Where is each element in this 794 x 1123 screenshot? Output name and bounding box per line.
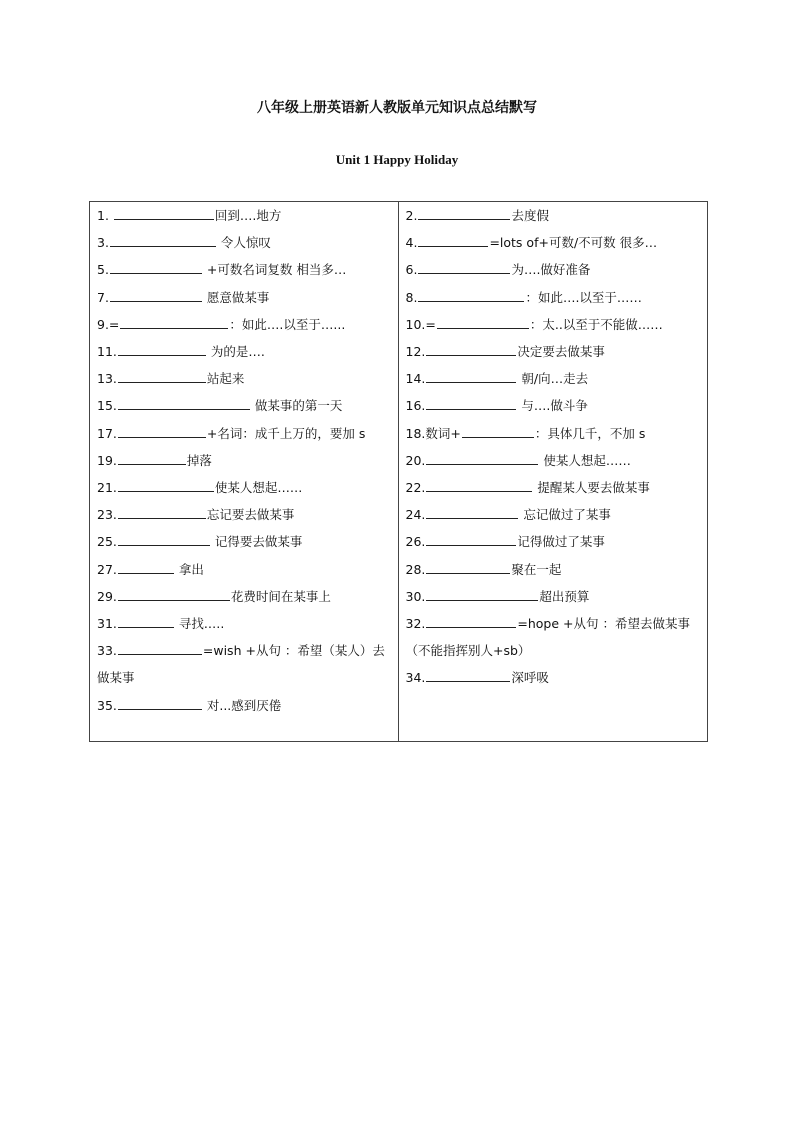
item-number: 23. [97, 507, 117, 523]
exercise-item [97, 501, 398, 528]
item-number: 27. [97, 561, 117, 577]
item-hint: 提醒某人要去做某事 [533, 480, 650, 496]
worksheet-table [89, 201, 708, 742]
item-number: 14. [405, 371, 426, 387]
page-title: 八年级上册英语新人教版单元知识点总结默写 [257, 100, 537, 116]
exercise-item [406, 284, 708, 311]
item-number: 6. [405, 262, 418, 278]
answer-blank[interactable] [118, 396, 250, 410]
exercise-item [97, 528, 398, 555]
exercise-item [97, 556, 398, 583]
exercise-item [97, 420, 398, 447]
answer-blank[interactable] [426, 505, 518, 519]
answer-blank[interactable] [110, 233, 216, 247]
item-hint: 令人惊叹 [216, 235, 271, 251]
exercise-item [406, 474, 708, 501]
item-number: 28. [405, 561, 426, 577]
item-hint: 掉落 [186, 452, 212, 468]
answer-blank[interactable] [120, 315, 228, 329]
answer-blank[interactable] [426, 478, 532, 492]
item-number: 16. [405, 398, 426, 414]
answer-blank[interactable] [118, 614, 174, 628]
item-hint: ：如此….以至于…... [229, 316, 346, 332]
item-hint: 决定要去做某事 [517, 344, 605, 360]
item-hint: 为….做好准备 [511, 262, 591, 278]
answer-blank[interactable] [118, 451, 186, 465]
item-hint: 愿意做某事 [202, 289, 270, 305]
item-hint: 记得要去做某事 [210, 534, 303, 550]
item-hint: =wish +从句 ：希望（某人）去做某事 [97, 643, 385, 686]
answer-blank[interactable] [118, 342, 206, 356]
item-number: 35. [97, 697, 117, 713]
exercise-item [406, 447, 708, 474]
answer-blank[interactable] [118, 478, 214, 492]
exercise-item [406, 528, 708, 555]
item-number: 29. [97, 588, 117, 604]
item-hint: 记得做过了某事 [517, 534, 605, 550]
item-number: 3. [97, 235, 109, 251]
exercise-item [406, 202, 708, 229]
item-hint: 对...感到厌倦 [202, 697, 282, 713]
answer-blank[interactable] [418, 206, 510, 220]
item-hint: =lots of+可数/不可数 很多… [489, 235, 658, 251]
item-number: 26. [405, 534, 426, 550]
exercise-item [97, 311, 398, 338]
item-number: 19. [97, 452, 117, 468]
answer-blank[interactable] [114, 206, 214, 220]
item-number: 30. [405, 588, 426, 604]
item-number: 21. [97, 480, 117, 496]
item-hint: ：太..以至于不能做…… [529, 316, 663, 332]
exercise-item [97, 284, 398, 311]
answer-blank[interactable] [426, 532, 516, 546]
answer-blank[interactable] [118, 560, 174, 574]
answer-blank[interactable] [118, 369, 206, 383]
exercise-item [97, 202, 398, 229]
answer-blank[interactable] [426, 614, 516, 628]
exercise-item [406, 229, 708, 256]
answer-blank[interactable] [110, 260, 202, 274]
answer-blank[interactable] [426, 560, 510, 574]
exercise-item [97, 637, 398, 691]
exercise-item [406, 664, 708, 691]
item-hint: 使某人想起…… [539, 452, 631, 468]
item-hint: 花费时间在某事上 [230, 588, 331, 604]
exercise-item [97, 610, 398, 637]
item-hint: 回到….地方 [214, 208, 282, 223]
item-number: 9.= [97, 316, 120, 332]
exercise-item [406, 610, 708, 664]
exercise-item [97, 392, 398, 419]
exercise-item [97, 447, 398, 474]
answer-blank[interactable] [426, 668, 510, 682]
item-hint: 为的是…. [206, 344, 265, 360]
exercise-item [406, 365, 708, 392]
answer-blank[interactable] [418, 260, 510, 274]
answer-blank[interactable] [118, 696, 202, 710]
item-number: 1. [97, 208, 113, 223]
item-number: 7. [97, 289, 109, 305]
item-number: 12. [405, 344, 426, 360]
answer-blank[interactable] [426, 396, 516, 410]
item-number: 17. [97, 425, 117, 441]
item-hint: 寻找.…. [174, 616, 225, 632]
exercise-item [406, 501, 708, 528]
item-hint: 使某人想起…… [214, 480, 303, 496]
answer-blank[interactable] [118, 641, 202, 655]
answer-blank[interactable] [118, 587, 230, 601]
item-number: 20. [405, 452, 426, 468]
item-hint: ：具体几千，不加 s [534, 425, 646, 441]
answer-blank[interactable] [462, 424, 534, 438]
item-hint: 与….做斗争 [517, 398, 588, 414]
item-hint: 做某事的第一天 [250, 398, 343, 414]
exercise-item [97, 229, 398, 256]
item-number: 25. [97, 534, 117, 550]
item-hint: 去度假 [511, 208, 549, 223]
answer-blank[interactable] [118, 424, 206, 438]
item-number: 34. [405, 670, 426, 686]
exercise-item [97, 256, 398, 283]
exercise-item [406, 311, 708, 338]
item-hint: 朝/向…走去 [517, 371, 589, 387]
answer-blank[interactable] [110, 288, 202, 302]
item-hint: 忘记要去做某事 [206, 507, 295, 523]
item-number: 33. [97, 643, 117, 659]
unit-title: Unit 1 Happy Holiday [335, 152, 459, 167]
item-number: 15. [97, 398, 117, 414]
right-column [399, 202, 708, 741]
item-hint: 忘记做过了某事 [519, 507, 611, 523]
answer-blank[interactable] [437, 315, 529, 329]
item-number: 24. [405, 507, 426, 523]
exercise-item [406, 583, 708, 610]
answer-blank[interactable] [426, 342, 516, 356]
exercise-item [406, 392, 708, 419]
item-hint: =hope +从句 ：希望去做某事（不能指挥别人+sb） [405, 616, 690, 659]
answer-blank[interactable] [418, 288, 524, 302]
item-hint: 拿出 [174, 561, 204, 577]
answer-blank[interactable] [118, 532, 210, 546]
exercise-item [97, 365, 398, 392]
item-number: 13. [97, 371, 117, 387]
answer-blank[interactable] [118, 505, 206, 519]
exercise-item [406, 556, 708, 583]
item-hint: ：如此….以至于…… [525, 289, 642, 305]
item-number: 4. [405, 235, 418, 251]
item-number: 11. [97, 344, 117, 360]
exercise-item [97, 692, 398, 719]
item-number: 5. [97, 262, 109, 278]
item-number: 22. [405, 480, 426, 496]
item-number: 18.数词+ [405, 425, 461, 441]
exercise-item [97, 474, 398, 501]
answer-blank[interactable] [426, 587, 538, 601]
item-number: 32. [405, 616, 426, 632]
exercise-item [406, 338, 708, 365]
item-number: 10.= [405, 316, 436, 332]
answer-blank[interactable] [426, 369, 516, 383]
exercise-item [406, 256, 708, 283]
item-hint: +可数名词复数 相当多… [202, 262, 347, 278]
item-hint: 聚在一起 [511, 561, 562, 577]
exercise-item [97, 338, 398, 365]
answer-blank[interactable] [418, 233, 488, 247]
item-number: 2. [405, 208, 418, 223]
item-number: 8. [405, 289, 418, 305]
left-column [90, 202, 399, 741]
item-hint: 深呼吸 [511, 670, 549, 686]
item-hint: +名词：成千上万的，要加 s [206, 425, 366, 441]
exercise-item [97, 583, 398, 610]
item-hint: 站起来 [206, 371, 245, 387]
item-hint: 超出预算 [539, 588, 590, 604]
exercise-item [406, 420, 708, 447]
item-number: 31. [97, 616, 117, 632]
answer-blank[interactable] [426, 451, 538, 465]
